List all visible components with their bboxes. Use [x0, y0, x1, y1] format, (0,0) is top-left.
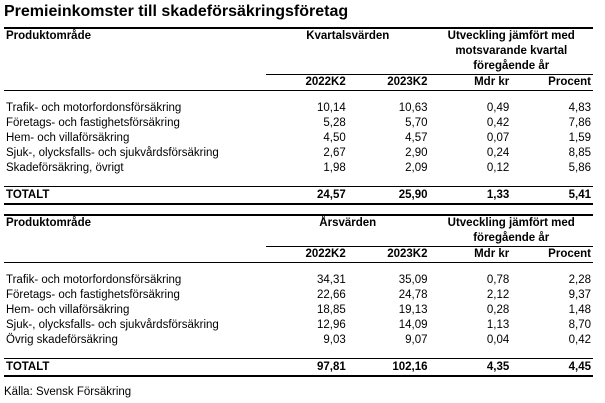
total-label: TOTALT	[4, 359, 266, 377]
table-cell: 1,48	[568, 304, 591, 316]
change-header-line: föregående år	[473, 232, 550, 244]
table-cell: 2,28	[568, 274, 591, 286]
column-header-product: Produktområde	[4, 28, 266, 75]
table-header-row	[4, 215, 593, 247]
total-cell: 4,35	[430, 359, 512, 377]
table-subheader-row	[4, 75, 593, 91]
total-label: TOTALT	[4, 187, 266, 205]
column-header-procent: Procent	[511, 247, 593, 263]
table-body	[4, 101, 593, 176]
column-group-change	[430, 215, 594, 247]
total-cell: 25,90	[348, 187, 430, 205]
table-cell: 7,86	[568, 117, 591, 129]
total-row	[4, 187, 593, 205]
table-cell: 4,83	[568, 102, 591, 114]
row-label: Sjuk-, olycksfalls- och sjukvårdsförsäkring	[6, 147, 219, 159]
table-row	[4, 318, 593, 333]
total-cell: 97,81	[266, 359, 348, 377]
column-header-2022k2: 2022K2	[266, 247, 348, 263]
table-cell: 1,13	[486, 319, 510, 331]
table-row	[4, 288, 593, 303]
table-cell: 5,86	[568, 162, 591, 174]
table-cell: 0,24	[486, 147, 510, 159]
table-row	[4, 146, 593, 161]
table-cell: 22,66	[316, 289, 346, 301]
change-header-line: föregående år	[473, 60, 550, 72]
table-row	[4, 116, 593, 131]
table-cell: 14,09	[398, 319, 428, 331]
table-cell: 0,78	[486, 274, 510, 286]
table-cell: 1,98	[323, 162, 346, 174]
column-group-annual: Årsvärden	[266, 215, 430, 247]
table-cell: 10,63	[398, 102, 428, 114]
table-cell: 19,13	[398, 304, 428, 316]
column-header-2022k2: 2022K2	[266, 75, 348, 91]
table-cell: 1,59	[568, 132, 591, 144]
total-cell: 5,41	[511, 187, 593, 205]
table-row	[4, 161, 593, 176]
table-cell: 9,37	[568, 289, 591, 301]
table-cell: 2,12	[486, 289, 510, 301]
column-header-procent: Procent	[511, 75, 593, 91]
table-cell: 0,04	[486, 334, 510, 346]
row-label: Sjuk-, olycksfalls- och sjukvårdsförsäkring	[6, 319, 219, 331]
table-cell: 0,42	[486, 117, 510, 129]
column-group-quarterly: Kvartalsvärden	[266, 28, 430, 75]
table-cell: 5,28	[323, 117, 346, 129]
row-label: Hem- och villaförsäkring	[6, 304, 130, 316]
column-header-product: Produktområde	[4, 215, 266, 247]
table-cell: 0,49	[486, 102, 510, 114]
table-cell: 10,14	[316, 102, 346, 114]
quarterly-table	[4, 27, 593, 205]
table-cell: 8,85	[568, 147, 591, 159]
table-cell: 24,78	[398, 289, 428, 301]
table-cell: 0,12	[486, 162, 510, 174]
table-cell: 0,42	[568, 334, 591, 346]
column-group-change	[430, 28, 594, 75]
table-cell: 2,67	[323, 147, 346, 159]
row-label: Trafik- och motorfordonsförsäkring	[6, 102, 182, 114]
row-label: Trafik- och motorfordonsförsäkring	[6, 274, 182, 286]
row-label: Övrig skadeförsäkring	[6, 334, 118, 346]
table-cell: 12,96	[316, 319, 346, 331]
total-row	[4, 359, 593, 377]
annual-table	[4, 214, 593, 377]
page-title: Premieinkomster till skadeförsäkringsföretag	[4, 3, 349, 20]
change-header-line: Utveckling jämfört med	[447, 217, 575, 229]
column-header-mdr-kr: Mdr kr	[430, 75, 512, 91]
column-header-2023k2: 2023K2	[348, 247, 430, 263]
table-row	[4, 333, 593, 348]
column-header-mdr-kr: Mdr kr	[430, 247, 512, 263]
table-cell: 5,70	[405, 117, 428, 129]
table-body	[4, 273, 593, 348]
source-note: Källa: Svensk Försäkring	[4, 386, 132, 398]
row-label: Skadeförsäkring, övrigt	[6, 162, 124, 174]
table-row	[4, 273, 593, 288]
table-row	[4, 303, 593, 318]
change-header-line: Utveckling jämfört med	[447, 30, 575, 42]
total-cell: 102,16	[348, 359, 430, 377]
total-cell: 4,45	[511, 359, 593, 377]
change-header-line: motsvarande kvartal	[455, 45, 568, 57]
table-cell: 2,09	[405, 162, 428, 174]
row-label: Företags- och fastighetsförsäkring	[6, 117, 180, 129]
row-label: Företags- och fastighetsförsäkring	[6, 289, 180, 301]
table-header-row	[4, 28, 593, 75]
table-cell: 4,57	[405, 132, 428, 144]
table-cell: 0,28	[486, 304, 510, 316]
table-row	[4, 101, 593, 116]
table-cell: 2,90	[405, 147, 428, 159]
table-cell: 4,50	[323, 132, 346, 144]
table-cell: 9,07	[405, 334, 428, 346]
table-cell: 18,85	[316, 304, 346, 316]
table-cell: 8,70	[568, 319, 591, 331]
table-cell: 9,03	[323, 334, 346, 346]
table-row	[4, 131, 593, 146]
table-cell: 34,31	[316, 274, 346, 286]
total-cell: 24,57	[266, 187, 348, 205]
total-cell: 1,33	[430, 187, 512, 205]
table-cell: 35,09	[398, 274, 428, 286]
table-cell: 0,07	[486, 132, 510, 144]
row-label: Hem- och villaförsäkring	[6, 132, 130, 144]
column-header-2023k2: 2023K2	[348, 75, 430, 91]
table-subheader-row	[4, 247, 593, 263]
